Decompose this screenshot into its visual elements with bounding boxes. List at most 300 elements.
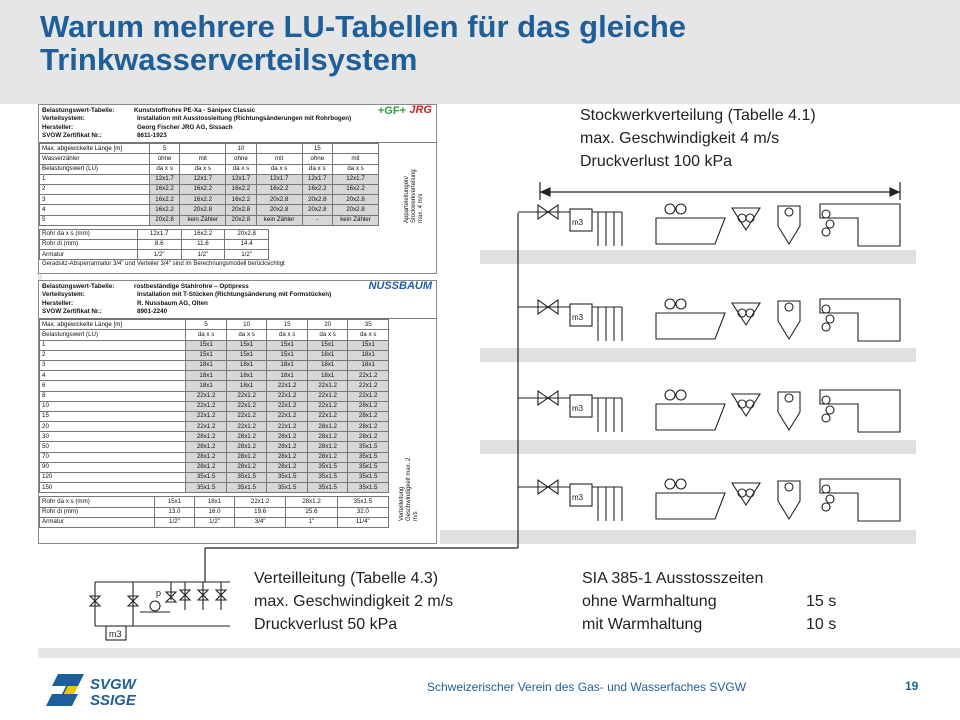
table-cell: da x s: [226, 330, 267, 340]
table-cell: 12x1.7: [180, 174, 226, 184]
table-cell: 22x1.2: [307, 411, 348, 421]
table-cell: Rohr da x s (mm): [40, 229, 138, 239]
table-cell: 6: [40, 381, 186, 391]
table-cell: kein Zähler: [256, 215, 302, 225]
table-cell: 16x2.2: [149, 205, 179, 215]
table-cell: 22x1.2: [348, 371, 389, 381]
tap: [826, 315, 834, 323]
tap: [785, 483, 793, 491]
table1-grid: [39, 143, 379, 226]
table1-side-label: Apparteleitungen/ Stockwerkverteilung max. 4 m/s: [404, 169, 424, 223]
table-cell: 16x2.2: [181, 229, 225, 239]
table-row: [40, 154, 379, 164]
table-cell: kein Zähler: [180, 215, 226, 225]
table-cell: 5: [186, 320, 227, 330]
table-cell: 18x1: [307, 371, 348, 381]
sia-info: SIA 385-1 Ausstosszeiten ohne Warmhaltung 15 s mit Warmhaltung 10 s: [582, 570, 837, 633]
table-cell: 20: [40, 422, 186, 432]
meter-label: m3: [572, 404, 584, 413]
table-cell: 15x1: [267, 340, 308, 350]
washbasin: [732, 303, 760, 325]
table-cell: ohne: [302, 154, 332, 164]
table-cell: 18x1: [226, 381, 267, 391]
table-cell: 22x1.2: [267, 411, 308, 421]
table-cell: 16x2.2: [226, 195, 256, 205]
table-cell: 12x1.7: [137, 229, 181, 239]
table-cell: 28x1.2: [226, 442, 267, 452]
verteil-info: Verteilleitung (Tabelle 4.3) max. Geschwindigkeit 2 m/s Druckverlust 50 kPa: [254, 570, 454, 633]
table-cell: 18x1: [307, 350, 348, 360]
tap: [822, 210, 830, 218]
table1-footnote: Geradsitz-Absperrarmatur 3/4" und Verteiler 3/4" sind im Berechnungsmodell berücksichtigt: [42, 261, 285, 268]
table-cell: 22x1.2: [186, 391, 227, 401]
table-cell: 1/2": [154, 517, 194, 527]
table-row: [40, 473, 389, 483]
table-cell: 28x1.2: [267, 452, 308, 462]
svg-text:SSIGE: SSIGE: [90, 692, 136, 709]
table-cell: 16x2.2: [149, 195, 179, 205]
table-cell: 13.0: [154, 507, 194, 517]
table-cell: 35x1.5: [307, 462, 348, 472]
floor-slab: [440, 530, 916, 544]
table-cell: 20x2.8: [302, 205, 332, 215]
pump-label: p: [156, 588, 162, 598]
tap: [826, 406, 834, 414]
table-cell: 16x2.2: [180, 184, 226, 194]
table-cell: 16x2.2: [180, 195, 226, 205]
lu-table-optipress: [38, 280, 437, 544]
table-cell: 15: [302, 144, 332, 154]
tap: [822, 503, 830, 511]
table-row: [40, 239, 269, 249]
table-cell: 35x1.5: [226, 483, 267, 493]
table-cell: 11.6: [181, 239, 225, 249]
tap: [785, 394, 793, 402]
slide-title-line1: Warum mehrere LU-Tabellen für das gleiche: [40, 9, 686, 44]
table-cell: 20x2.8: [226, 205, 256, 215]
table-cell: 35x1.5: [267, 473, 308, 483]
table-cell: 28x1.2: [226, 432, 267, 442]
table-cell: 4: [40, 205, 150, 215]
wc: [778, 392, 800, 430]
table-cell: 15x1: [226, 340, 267, 350]
meter-label: m3: [572, 493, 584, 502]
table-row: [40, 195, 379, 205]
table-cell: 12x1.7: [256, 174, 302, 184]
table-cell: 35x1.5: [348, 483, 389, 493]
table-cell: 1/2": [181, 250, 225, 260]
meter-label: m3: [572, 218, 584, 227]
table-cell: da x s: [307, 330, 348, 340]
table-cell: 22x1.2: [348, 381, 389, 391]
table-cell: 18x1: [226, 360, 267, 370]
table-cell: 28x1.2: [267, 442, 308, 452]
jrg-logo: JRG: [409, 104, 432, 116]
table-cell: 14.4: [225, 239, 269, 249]
tap: [822, 414, 830, 422]
table-row: [40, 442, 389, 452]
table-cell: 15x1: [186, 340, 227, 350]
shower: [820, 390, 900, 432]
table-cell: 22x1.2: [267, 401, 308, 411]
table-cell: 2: [40, 184, 150, 194]
floor-slab: [480, 440, 916, 454]
meter-label: m3: [572, 313, 584, 322]
table-cell: da x s: [333, 164, 379, 174]
table-cell: 8: [40, 391, 186, 401]
table-row: [40, 360, 389, 370]
tap: [738, 400, 746, 408]
shutoff-valve: [538, 300, 558, 314]
table-cell: 28x1.2: [186, 452, 227, 462]
table-cell: Max. abgewickelte Länge [m]: [40, 320, 186, 330]
shower: [820, 204, 900, 246]
table-cell: 30: [40, 432, 186, 442]
table-cell: 22x1.2: [267, 381, 308, 391]
tap: [746, 489, 754, 497]
table-cell: 22x1.2: [186, 401, 227, 411]
table-cell: Wasserzähler: [40, 154, 150, 164]
basement-meter-label: m3: [109, 629, 122, 639]
tap: [676, 479, 686, 489]
table-cell: 22x1.2: [226, 422, 267, 432]
table-cell: [256, 144, 302, 154]
table-cell: 35x1.5: [307, 483, 348, 493]
table-cell: da x s: [348, 330, 389, 340]
dimension-arrow: [540, 182, 900, 200]
table-cell: 20x2.8: [302, 195, 332, 205]
wc: [778, 206, 800, 244]
table-cell: 22x1.2: [307, 401, 348, 411]
table-cell: 15x1: [186, 350, 227, 360]
table-cell: 70: [40, 452, 186, 462]
table-cell: [180, 144, 226, 154]
tap: [746, 400, 754, 408]
table-cell: da x s: [302, 164, 332, 174]
table-cell: Rohr di (mm): [40, 507, 155, 517]
table-cell: 25.6: [286, 507, 337, 517]
table-cell: 35x1.5: [348, 473, 389, 483]
bathtub: [656, 493, 725, 519]
table-cell: 28x1.2: [186, 442, 227, 452]
svg-text:SVGW: SVGW: [90, 676, 136, 693]
table-cell: 120: [40, 473, 186, 483]
shutoff-valve: [538, 391, 558, 405]
table-cell: 5: [40, 215, 150, 225]
table-cell: 2: [40, 350, 186, 360]
table-row: [40, 250, 269, 260]
table-cell: 16.0: [194, 507, 234, 517]
table-cell: 20x2.8: [225, 229, 269, 239]
table-cell: 28x1.2: [348, 422, 389, 432]
table-row: [40, 215, 379, 225]
table-row: [40, 164, 379, 174]
table-cell: 20x2.8: [149, 215, 179, 225]
table-cell: 18x1: [186, 371, 227, 381]
table-cell: 10: [226, 320, 267, 330]
tap: [822, 228, 830, 236]
table-cell: 3/4": [235, 517, 286, 527]
table-cell: 15x1: [348, 340, 389, 350]
table-cell: Armatur: [40, 250, 138, 260]
table-cell: 50: [40, 442, 186, 452]
table-cell: 18x1: [348, 360, 389, 370]
table-row: [40, 497, 389, 507]
table-cell: 18x1: [186, 381, 227, 391]
table-row: [40, 422, 389, 432]
table-cell: 1: [40, 174, 150, 184]
shutoff-valve: [538, 205, 558, 219]
table-cell: 1/2": [137, 250, 181, 260]
table-cell: 18x1: [186, 360, 227, 370]
table-row: [40, 174, 379, 184]
table-cell: -: [302, 215, 332, 225]
table-cell: mit: [256, 154, 302, 164]
table-cell: 20x2.8: [226, 215, 256, 225]
table-cell: 18x1: [267, 371, 308, 381]
table-row: [40, 340, 389, 350]
table-row: [40, 350, 389, 360]
tap: [822, 396, 830, 404]
table-cell: 22x1.2: [186, 411, 227, 421]
table-cell: 20x2.8: [256, 195, 302, 205]
table-cell: 10: [40, 401, 186, 411]
water-meter: [570, 484, 592, 506]
floor-fixtures: [518, 204, 900, 521]
table-cell: 28x1.2: [348, 401, 389, 411]
table-cell: 22x1.2: [186, 422, 227, 432]
table-cell: 28x1.2: [226, 452, 267, 462]
table-cell: 22x1.2: [226, 391, 267, 401]
table-cell: 35x1.5: [337, 497, 388, 507]
table-cell: 28x1.2: [348, 411, 389, 421]
table-cell: 5: [149, 144, 179, 154]
table-cell: 35x1.5: [267, 483, 308, 493]
table-cell: Armatur: [40, 517, 155, 527]
table-cell: 22x1.2: [307, 381, 348, 391]
table-cell: 18x1: [267, 360, 308, 370]
table-cell: 28x1.2: [307, 432, 348, 442]
table2-grid: [39, 319, 389, 493]
tap: [826, 220, 834, 228]
bathtub: [656, 313, 725, 339]
table-cell: kein Zähler: [333, 215, 379, 225]
table-cell: 28x1.2: [186, 432, 227, 442]
table-cell: 28x1.2: [267, 462, 308, 472]
washbasin: [732, 208, 760, 230]
table-cell: 22x1.2: [226, 411, 267, 421]
table-row: [40, 517, 389, 527]
gf-logo: +GF+: [377, 105, 406, 117]
table-row: [40, 144, 379, 154]
footer-organisation: Schweizerischer Verein des Gas- und Wasserfaches SVGW: [427, 680, 747, 694]
table-row: [40, 462, 389, 472]
slide-title-line2: Trinkwasserverteilsystem: [40, 42, 418, 77]
table-cell: ohne: [226, 154, 256, 164]
shutoff-valve: [538, 480, 558, 494]
table-cell: 90: [40, 462, 186, 472]
table-cell: 20x2.8: [180, 205, 226, 215]
table-cell: 15: [267, 320, 308, 330]
table-row: [40, 483, 389, 493]
table-cell: 35x1.5: [348, 442, 389, 452]
basement-installation: [90, 582, 230, 640]
page-number: 19: [905, 679, 919, 693]
table-cell: 1/2": [194, 517, 234, 527]
tap: [665, 299, 675, 309]
table-cell: 18x1: [226, 371, 267, 381]
tap: [665, 390, 675, 400]
tap: [665, 204, 675, 214]
water-meter: [570, 209, 592, 231]
floor-slab: [480, 250, 916, 264]
table-row: [40, 184, 379, 194]
tap: [738, 214, 746, 222]
table-row: [40, 411, 389, 421]
table-row: [40, 229, 269, 239]
tap: [676, 299, 686, 309]
shower: [820, 479, 900, 521]
table-cell: Rohr di (mm): [40, 239, 138, 249]
stockwerk-info: Stockwerkverteilung (Tabelle 4.1) max. Geschwindigkeit 4 m/s Druckverlust 100 kPa: [580, 107, 816, 170]
table-cell: 19.6: [235, 507, 286, 517]
table-cell: 16x2.2: [226, 184, 256, 194]
table-cell: 18x1: [194, 497, 234, 507]
table-cell: 12x1.7: [302, 174, 332, 184]
nussbaum-logo: NUSSBAUM: [368, 280, 432, 292]
table-cell: 35x1.5: [226, 473, 267, 483]
table-cell: 35x1.5: [186, 483, 227, 493]
table-row: [40, 432, 389, 442]
table-cell: 35: [348, 320, 389, 330]
footer-band: [38, 648, 960, 658]
table-cell: 8.6: [137, 239, 181, 249]
tap: [822, 305, 830, 313]
table-cell: 1: [40, 340, 186, 350]
table-cell: 4: [40, 371, 186, 381]
wc: [778, 481, 800, 519]
table-cell: 35x1.5: [348, 462, 389, 472]
table-cell: 20x2.8: [333, 205, 379, 215]
table-row: [40, 205, 379, 215]
floor-slab: [480, 348, 916, 362]
table-cell: ohne: [149, 154, 179, 164]
table-cell: 28x1.2: [267, 432, 308, 442]
table-cell: 28x1.2: [307, 442, 348, 452]
bathtub: [656, 218, 725, 244]
floor-slabs: [440, 250, 916, 544]
table-cell: mit: [180, 154, 226, 164]
table-cell: 28x1.2: [307, 452, 348, 462]
tap: [826, 495, 834, 503]
wc: [778, 301, 800, 339]
table-cell: 28x1.2: [186, 462, 227, 472]
washbasin: [732, 394, 760, 416]
tap: [746, 214, 754, 222]
table-cell: 35x1.5: [307, 473, 348, 483]
shower: [820, 299, 900, 341]
tap: [785, 303, 793, 311]
table-cell: 35x1.5: [186, 473, 227, 483]
table-row: [40, 507, 389, 517]
table-row: [40, 391, 389, 401]
tap: [738, 489, 746, 497]
lu-table-pe-xa: [38, 104, 437, 274]
table-row: [40, 320, 389, 330]
tap: [676, 204, 686, 214]
tap: [822, 323, 830, 331]
table-cell: 1/2": [225, 250, 269, 260]
table-cell: 3: [40, 195, 150, 205]
tap: [746, 309, 754, 317]
table-cell: 1": [286, 517, 337, 527]
table-cell: 28x1.2: [226, 462, 267, 472]
table-cell: 15x1: [226, 350, 267, 360]
table1-pipe-grid: [39, 229, 269, 261]
table-cell: da x s: [186, 330, 227, 340]
table-cell: 11/4": [337, 517, 388, 527]
table-cell: Belastungswert (LU): [40, 330, 186, 340]
table-row: [40, 452, 389, 462]
table-cell: Belastungswert (LU): [40, 164, 150, 174]
water-meter: [570, 395, 592, 417]
table-cell: [333, 144, 379, 154]
table-cell: da x s: [226, 164, 256, 174]
table-cell: 32.0: [337, 507, 388, 517]
tap: [676, 390, 686, 400]
table-cell: 22x1.2: [267, 391, 308, 401]
table-cell: 15: [40, 411, 186, 421]
table-cell: Max. abgewickelte Länge [m]: [40, 144, 150, 154]
table-cell: 22x1.2: [307, 391, 348, 401]
table-cell: 28x1.2: [286, 497, 337, 507]
table-cell: 18x1: [348, 350, 389, 360]
table-cell: da x s: [149, 164, 179, 174]
table-cell: 16x2.2: [149, 184, 179, 194]
table2-side-label: Verteilleitung Geschwindigkeit max. 2 m/s: [399, 457, 419, 521]
table-cell: 20x2.8: [333, 195, 379, 205]
table-cell: 3: [40, 360, 186, 370]
svgw-logo: [44, 670, 174, 710]
bathtub: [656, 404, 725, 430]
table-cell: Rohr da x s (mm): [40, 497, 155, 507]
table-cell: da x s: [256, 164, 302, 174]
table2-header: Belastungswert-Tabelle: rostbeständige Stahlrohre – Optipress Verteilsystem: Installation mit T-Stücken (Richtungsänderung mit Formstücken) Hersteller: R. Nussbaum AG, Olten SVGW Zertifikat Nr.: 8901-2240 NUSSBAUM: [39, 281, 436, 319]
table-cell: 15x1: [307, 340, 348, 350]
slide-title: [40, 10, 940, 76]
table-cell: 12x1.7: [226, 174, 256, 184]
table-cell: 12x1.7: [333, 174, 379, 184]
table-cell: 28x1.2: [348, 432, 389, 442]
table-cell: 16x2.2: [333, 184, 379, 194]
table-cell: 12x1.7: [149, 174, 179, 184]
table-cell: da x s: [180, 164, 226, 174]
table-cell: 20x2.8: [256, 205, 302, 215]
table-cell: 20: [307, 320, 348, 330]
table-row: [40, 381, 389, 391]
tap: [738, 309, 746, 317]
table-cell: 35x1.5: [348, 452, 389, 462]
table-cell: 16x2.2: [302, 184, 332, 194]
tap: [665, 479, 675, 489]
table-cell: 22x1.2: [267, 422, 308, 432]
table2-pipe-grid: [39, 496, 389, 528]
washbasin: [732, 483, 760, 505]
table1-header: Belastungswert-Tabelle: Kunststoffrohre PE-Xa - Sanipex Classic Verteilsystem: Installation mit Ausstossleitung (Richtungsänderungen mit Rohrbogen) Hersteller: Georg Fischer JRG AG, Sissach SVGW Zertifikat Nr.: 8611-1923 +GF+ JRG: [39, 105, 436, 143]
table-cell: 15x1: [267, 350, 308, 360]
tap: [785, 208, 793, 216]
table-row: [40, 330, 389, 340]
